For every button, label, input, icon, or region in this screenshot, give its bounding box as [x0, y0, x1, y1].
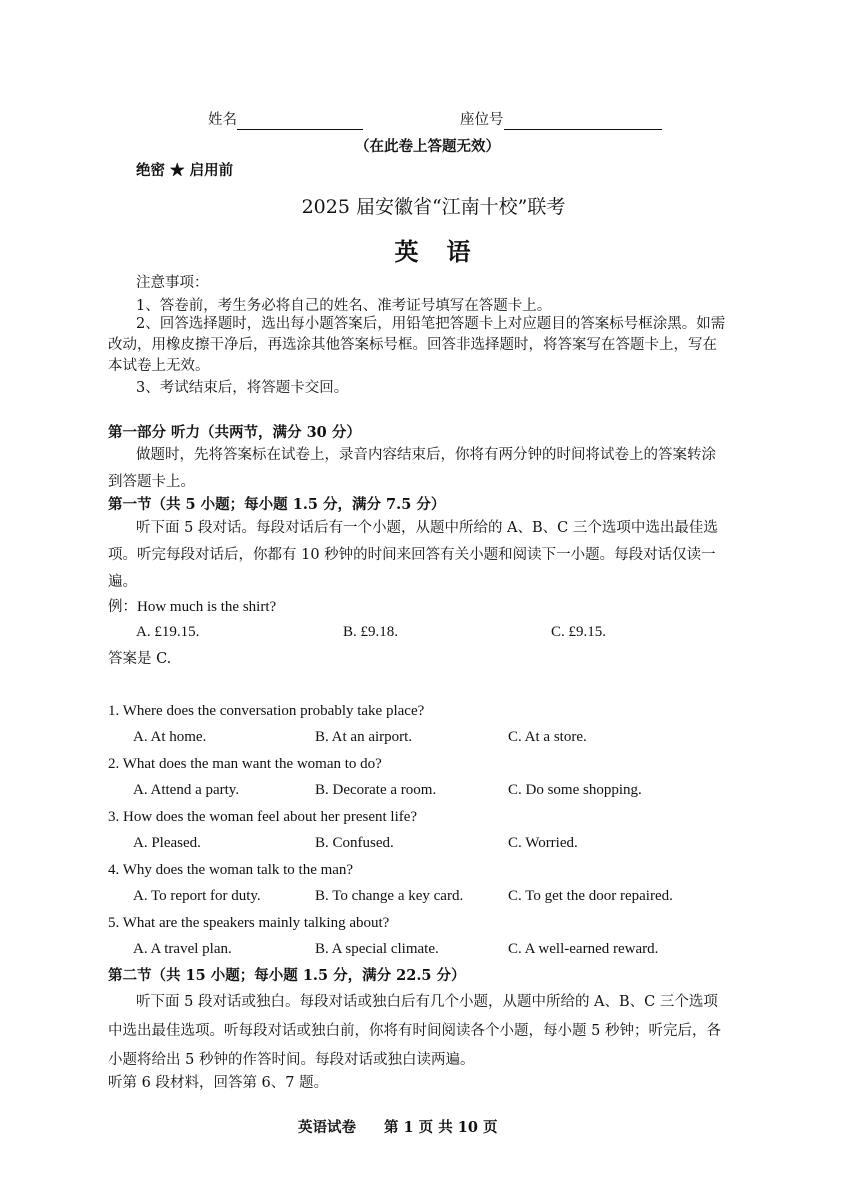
question-1-option-c: C. At a store. [508, 729, 587, 745]
question-1 [108, 703, 424, 720]
question-1-option-b: B. At an airport. [315, 729, 413, 745]
question-number: 2. [108, 756, 120, 772]
example-option-b: B. £9.18. [343, 624, 399, 640]
name-field [208, 110, 363, 130]
subject-title: 英 语 [394, 237, 473, 266]
example-question: How much is the shirt? [137, 599, 277, 615]
question-3 [108, 809, 417, 826]
example-label: 例： [108, 599, 137, 615]
question-text: Why does the woman talk to the man? [122, 862, 354, 878]
example-row [108, 597, 276, 617]
name-blank [237, 115, 363, 130]
question-5 [108, 915, 389, 932]
section1-title: 第一节（共 5 小题；每小题 1.5 分，满分 7.5 分） [108, 496, 446, 513]
question-4-option-c: C. To get the door repaired. [508, 888, 673, 904]
part1-title: 第一部分 听力（共两节，满分 30 分） [108, 424, 361, 441]
question-2-option-b: B. Decorate a room. [315, 782, 437, 798]
secret-mark: 绝密 ★ 启用前 [136, 162, 234, 179]
question-text: How does the woman feel about her present life? [123, 809, 418, 825]
example-option-a: A. £19.15. [136, 624, 200, 640]
question-1-option-a: A. At home. [133, 729, 207, 745]
question-number: 4. [108, 862, 120, 878]
notes-title: 注意事项： [136, 275, 209, 291]
question-5-option-c: C. A well-earned reward. [508, 941, 659, 957]
footer-label: 英语试卷 [298, 1119, 356, 1136]
name-label: 姓名 [208, 112, 237, 128]
question-text: Where does the conversation probably take place? [122, 703, 425, 719]
question-3-option-a: A. Pleased. [133, 835, 201, 851]
section2-material: 听第 6 段材料，回答第 6、7 题。 [108, 1075, 329, 1091]
exam-title: 2025 届安徽省“江南十校”联考 [301, 196, 566, 218]
part1-instruction: 做题时，先将答案标在试卷上，录音内容结束后，你将有两分钟的时间将试卷上的答案转涂到答题卡上。 [108, 447, 716, 490]
footer-page-info: 第 1 页 共 10 页 [384, 1119, 498, 1136]
question-3-option-b: B. Confused. [315, 835, 394, 851]
question-4-option-b: B. To change a key card. [315, 888, 464, 904]
question-number: 3. [108, 809, 120, 825]
seat-label: 座位号 [460, 112, 504, 128]
example-answer: 答案是 C. [108, 651, 172, 667]
question-text: What are the speakers mainly talking about? [122, 915, 390, 931]
question-text: What does the man want the woman to do? [122, 756, 382, 772]
seat-blank [504, 115, 662, 130]
question-number: 5. [108, 915, 120, 931]
question-number: 1. [108, 703, 120, 719]
question-4 [108, 862, 353, 879]
question-3-option-c: C. Worried. [508, 835, 578, 851]
section1-instruction: 听下面 5 段对话。每段对话后有一个小题，从题中所给的 A、B、C 三个选项中选出最佳选项。听完每段对话后，你都有 10 秒钟的时间来回答有关小题和阅读下一小题。每段对话仅读一遍。 [108, 520, 718, 590]
question-2-option-c: C. Do some shopping. [508, 782, 642, 798]
invalid-note: （在此卷上答题无效） [355, 138, 500, 155]
question-5-option-a: A. A travel plan. [133, 941, 232, 957]
notes-item-1: 1、答卷前，考生务必将自己的姓名、准考证号填写在答题卡上。 [136, 298, 552, 314]
seat-field [460, 110, 662, 130]
question-2 [108, 756, 382, 773]
question-2-option-a: A. Attend a party. [133, 782, 240, 798]
question-4-option-a: A. To report for duty. [133, 888, 261, 904]
section2-title: 第二节（共 15 小题；每小题 1.5 分，满分 22.5 分） [108, 967, 466, 984]
notes-item-2: 2、回答选择题时，选出每小题答案后，用铅笔把答题卡上对应题目的答案标号框涂黑。如需改动，用橡皮擦干净后，再选涂其他答案标号框。回答非选择题时，将答案写在答题卡上，写在本试卷上无效。 [108, 316, 726, 374]
question-5-option-b: B. A special climate. [315, 941, 439, 957]
notes-item-3: 3、考试结束后，将答题卡交回。 [136, 380, 349, 396]
example-option-c: C. £9.15. [551, 624, 607, 640]
section2-instruction: 听下面 5 段对话或独白。每段对话或独白后有几个小题，从题中所给的 A、B、C 三个选项中选出最佳选项。听每段对话或独白前，你将有时间阅读各个小题，每小题 5 秒钟；听完后，各小题将给出 5 秒钟的作答时间。每段对话或独白读两遍。 [108, 994, 721, 1068]
